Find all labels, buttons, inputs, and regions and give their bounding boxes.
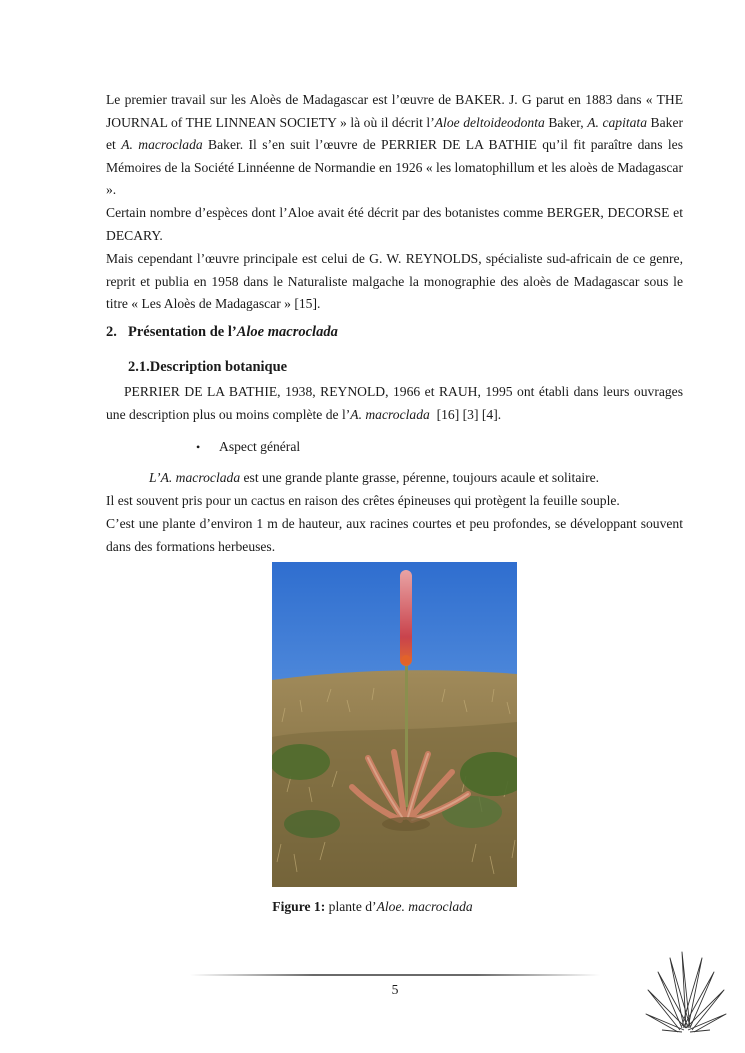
footer-divider: [190, 974, 600, 976]
bullet-icon: •: [196, 440, 201, 454]
bullet-item-aspect: [196, 437, 300, 457]
species-name: L’A. macroclada: [149, 470, 241, 485]
paragraph-cactus: Il est souvent pris pour un cactus en raison des crêtes épineuses qui protègent la feuille souple.: [106, 493, 620, 508]
subsection-title: Description botanique: [149, 359, 288, 375]
text-run: Baker et: [106, 114, 684, 153]
paragraph-history-baker: [106, 89, 683, 202]
subsection-number: 2.1.: [128, 359, 150, 375]
species-name: A. macroclada: [350, 406, 430, 422]
figure-label: Figure 1:: [272, 899, 326, 914]
section-heading-2: [106, 324, 338, 341]
text-run: Le premier travail sur les Aloès de Madagascar est l’œuvre de BAKER. J. G parut en 1883 dans « THE JOURNAL of THE LINNEAN SOCIETY » là où il décrit l’: [106, 92, 683, 130]
caption-species: Aloe. macroclada: [376, 899, 473, 914]
text-run: PERRIER DE LA BATHIE, 1938, REYNOLD, 1966 et RAUH, 1995 ont établi dans leurs ouvrages une description plus ou moins complète de l’: [106, 384, 687, 422]
caption-text: plante d’: [325, 899, 377, 914]
figure-caption: [0, 899, 745, 915]
text-run: est une grande plante grasse, pérenne, toujours acaule et solitaire.: [240, 470, 600, 485]
agave-logo-icon: [644, 944, 728, 1036]
species-name: A. capitata: [587, 114, 647, 130]
aloe-macroclada-photo: [272, 562, 517, 887]
bullet-text: Aspect général: [219, 439, 301, 454]
text-run: Baker. Il s’en suit l’œuvre de PERRIER DE LA BATHIE qu’il fit paraître dans les Mémoires de la Société Linnéenne de Normandie en 1926 « les lomatophillum et les aloès de Madagascar ».: [106, 137, 683, 198]
section-title: Présentation de l’: [128, 324, 237, 340]
paragraph-botanists: Certain nombre d’espèces dont l’Aloe avait été décrit par des botanistes comme BERGER, DECORSE et DECARY.: [106, 205, 683, 243]
text-run: Baker,: [544, 114, 588, 130]
paragraph-general-aspect: [106, 467, 683, 490]
paragraph-reynolds: Mais cependant l’œuvre principale est celui de G. W. REYNOLDS, spécialiste sud-africain de ce genre, reprit et publia en 1958 dans le Naturaliste malgache la monographie des aloès de Madagascar sous le titre « Les Aloès de Madagascar » [15].: [106, 251, 683, 312]
section-number: 2.: [106, 324, 117, 340]
paragraph-descriptions: [106, 381, 687, 426]
section-heading-2-1: [128, 359, 287, 376]
section-title-species: Aloe macroclada: [236, 324, 338, 340]
species-name: A. macroclada: [121, 137, 203, 153]
text-run: [16] [3] [4].: [429, 406, 502, 422]
paragraph-height: C’est une plante d’environ 1 m de hauteur, aux racines courtes et peu profondes, se développant souvent dans des formations herbeuses.: [106, 516, 683, 554]
species-name: Aloe deltoideodonta: [434, 114, 545, 130]
page-number: 5: [391, 982, 399, 997]
